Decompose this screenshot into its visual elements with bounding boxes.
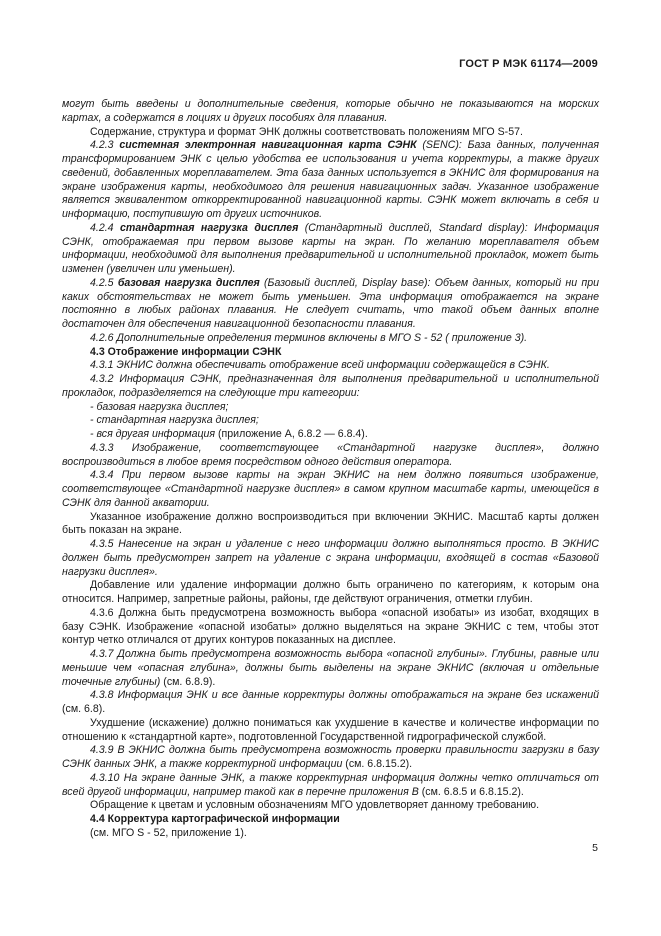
paragraph	[62, 538, 599, 579]
text-segment: 4.3.5 Нанесение на экран и удаление с него информации должно выполняться просто. В ЭКНИС должен быть предусмотрен запрет на удаление с экрана информации, входящей в состав «Базовой нагрузки дисплея».	[62, 538, 599, 578]
paragraph	[62, 359, 599, 373]
paragraph	[62, 139, 599, 222]
text-segment: 4.4 Корректура картографической информации	[90, 813, 340, 825]
text-segment: 4.3.2 Информация СЭНК, предназначенная для выполнения предварительной и исполнительной прокладок, подразделяется на следующие три категории:	[62, 373, 599, 399]
paragraph	[62, 827, 599, 841]
text-segment: - стандартная нагрузка дисплея;	[90, 414, 259, 427]
text-segment: - базовая нагрузка дисплея;	[90, 400, 229, 413]
text-segment: 4.3.6 Должна быть предусмотрена возможность выбора «опасной изобаты» из изобат, входящих в базу СЭНК. Изображение «опасной изобаты» должно выделяться на экране ЭКНИС с тем, чтобы этот контур четко отличался от других контуров показанных на дисплее.	[62, 606, 599, 647]
paragraph	[62, 373, 599, 401]
paragraph	[62, 744, 599, 772]
text-segment: базовая нагрузка дисплея	[117, 276, 260, 289]
text-segment: стандартная нагрузка дисплея	[120, 221, 299, 234]
text-segment: (Стандартный дисплей, Standard display): Информация СЭНК, отображаемая при первом вызове карты на экран. По желанию мореплавателя объем информации, необходимой для выполнения предварительной и исполнительной прокладок, может быть изменен (увеличен или уменьшен).	[62, 221, 599, 275]
paragraph	[62, 607, 599, 648]
text-segment: (см. 6.8.5 и 6.8.15.2).	[418, 785, 524, 798]
text-segment: 4.3.9 В ЭКНИС должна быть предусмотрена возможность проверки правильности загрузки в базу СЭНК данных ЭНК, а также корректурной информации	[62, 744, 599, 770]
page-number: 5	[592, 842, 598, 854]
text-segment: 4.3.10 На экране данные ЭНК, а также корректурная информация должны четко отличаться от всей другой информации, например такой как в перечне приложения В	[62, 771, 599, 798]
document-body	[62, 98, 599, 841]
text-segment: Обращение к цветам и условным обозначениям МГО удовлетворяет данному требованию.	[90, 799, 540, 812]
text-segment: 4.3.3 Изображение, соответствующее «Стандартной нагрузке дисплея», должно воспроизводиться в любое время посредством одного действия оператора.	[62, 441, 599, 468]
text-segment: (см. 6.8.15.2).	[342, 758, 413, 770]
paragraph	[62, 222, 599, 277]
text-segment: Указанное изображение должно воспроизводиться при включении ЭКНИС. Масштаб карты должен быть показан на экране.	[62, 510, 599, 537]
paragraph	[62, 126, 599, 140]
text-segment: 4.3.1 ЭКНИС должна обеспечивать отображение всей информации содержащейся в СЭНК.	[90, 359, 550, 372]
paragraph	[62, 277, 599, 332]
text-segment: 4.2.3	[90, 139, 120, 152]
text-segment: системная электронная навигационная карта СЭНК	[119, 139, 417, 152]
paragraph	[62, 648, 599, 689]
text-segment: (приложение А, 6.8.2 — 6.8.4).	[215, 428, 368, 440]
paragraph	[62, 442, 599, 470]
text-segment: Содержание, структура и формат ЭНК должны соответствовать положениям МГО S-57.	[90, 125, 523, 138]
text-segment: 4.3.8 Информация ЭНК и все данные корректуры должны отображаться на экране без искажений	[90, 689, 599, 702]
paragraph	[62, 813, 599, 827]
text-segment: 4.3.7 Должна быть предусмотрена возможность выбора «опасной глубины». Глубины, равные или меньшие чем «опасная глубина», должны быть выделены на экране ЭКНИС (включая и отдельные точечные глубины)	[62, 648, 599, 688]
paragraph	[62, 511, 599, 539]
text-segment: 4.2.6 Дополнительные определения терминов включены в МГО S - 52 ( приложение 3).	[90, 331, 528, 344]
paragraph	[62, 98, 599, 126]
text-segment: могут быть введены и дополнительные сведения, которые обычно не показываются на морских картах, а содержатся в лоциях и других пособиях для плавания.	[62, 98, 599, 124]
text-segment: Ухудшение (искажение) должно пониматься как ухудшение в качестве и количестве информации по отношению к «стандартной карте», подготовленной Государственной гидрографической службой.	[62, 716, 599, 743]
text-segment: 4.2.4	[90, 221, 121, 234]
paragraph	[62, 717, 599, 745]
text-segment: (см. 6.8).	[62, 703, 106, 715]
paragraph	[62, 469, 599, 510]
text-segment: - вся другая информация	[90, 428, 216, 440]
paragraph	[62, 346, 599, 360]
text-segment: 4.2.5	[90, 276, 118, 289]
list-item	[62, 401, 599, 415]
paragraph	[62, 799, 599, 813]
document-header: ГОСТ Р МЭК 61174—2009	[459, 58, 598, 70]
paragraph	[62, 579, 599, 607]
text-segment: (Базовый дисплей, Display base): Объем данных, который ни при каких обстоятельствах не может быть уменьшен. Эта информация отображается на экране постоянно в любых районах плавания. Не следует считать, что такой объем данных вполне достаточен для обеспечения навигационной безопасности плавания.	[62, 276, 599, 330]
list-item	[62, 414, 599, 428]
paragraph	[62, 332, 599, 346]
text-segment: (см. 6.8.9).	[160, 675, 216, 688]
text-segment: Добавление или удаление информации должно быть ограничено по категориям, к которым она относится. Например, запретные районы, районы, где действуют ограничения, отметки глубин.	[62, 579, 599, 605]
paragraph	[62, 689, 599, 717]
text-segment: (SENC): База данных, полученная трансформированием ЭНК с целью удобства ее использования и учета корректуры, а также других сведений, добавленных мореплавателем. Эта база данных используется в ЭКНИС для формирования на экране изображения карты, необходимого для решения навигационных задач. Указанное изображение является эквивалентом откорректированной навигационной карты. СЭНК может включать в себя и информацию, поступившую от других источников.	[62, 139, 600, 220]
list-item	[62, 428, 599, 442]
text-segment: 4.3 Отображение информации СЭНК	[90, 345, 282, 358]
text-segment: (см. МГО S - 52, приложение 1).	[90, 826, 247, 839]
text-segment: 4.3.4 При первом вызове карты на экран ЭКНИС на нем должно появиться изображение, соответствующее «Стандартной нагрузке дисплея» в самом крупном масштабе карты, имеющейся в СЭНК для данной акватории.	[62, 469, 599, 509]
paragraph	[62, 772, 599, 800]
